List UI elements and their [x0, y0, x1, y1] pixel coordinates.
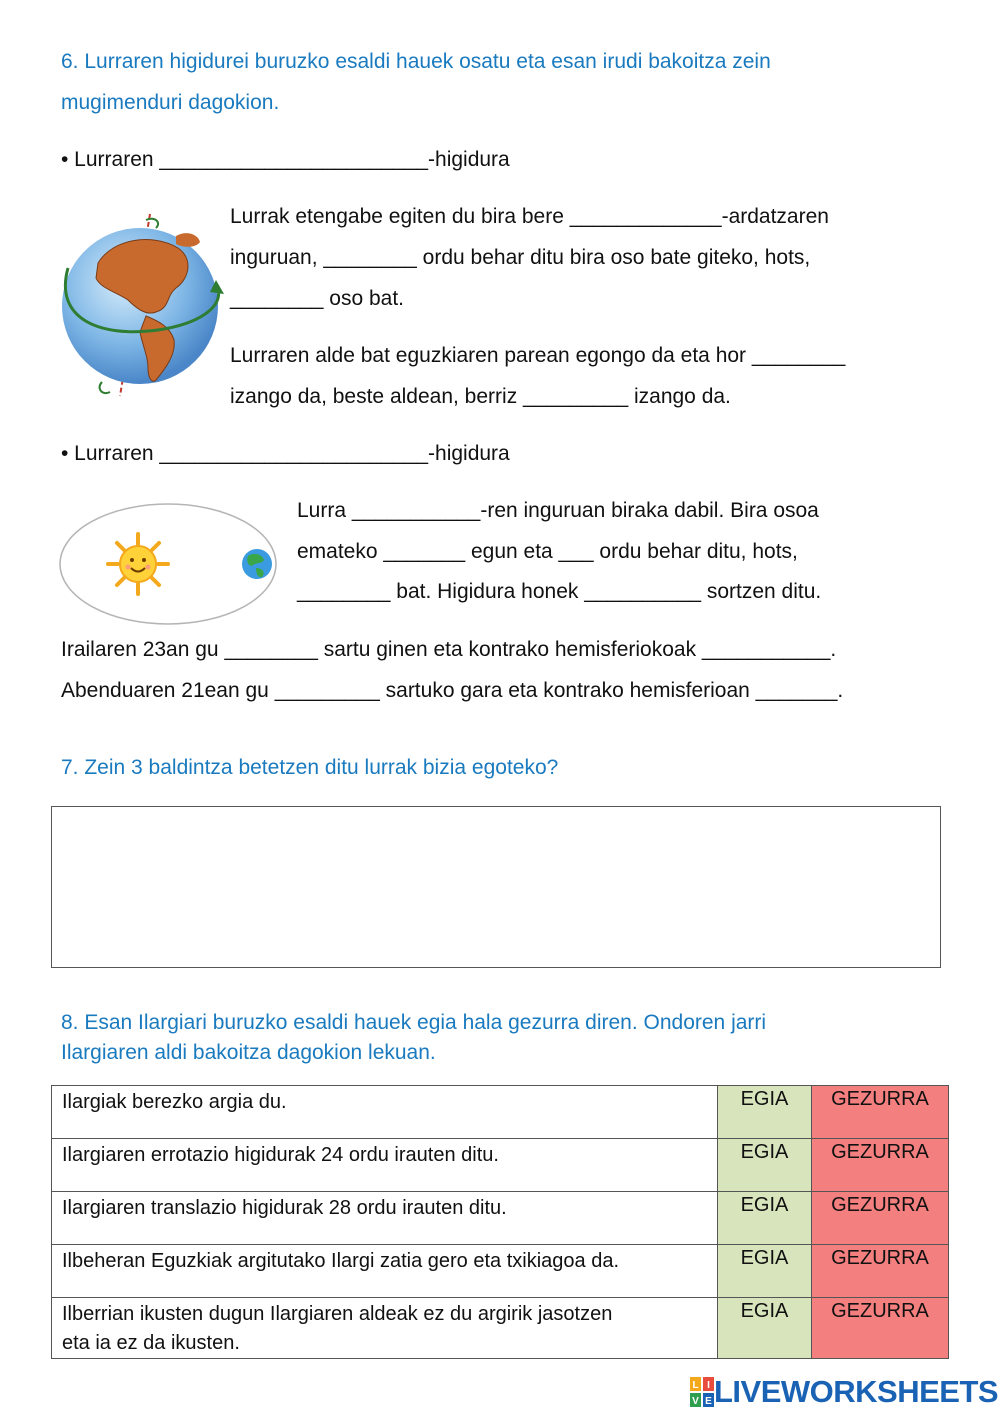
statement-cell: [52, 1245, 718, 1298]
rotation-line-3: ________ oso bat.: [230, 287, 404, 310]
q7-title: 7. Zein 3 baldintza betetzen ditu lurrak bizia egoteko?: [61, 756, 559, 779]
q8-title-line1: 8. Esan Ilargiari buruzko esaldi hauek egia hala gezurra diren. Ondoren jarri: [61, 1011, 767, 1034]
season-line-2: Abenduaren 21ean gu _________ sartuko gara eta kontrako hemisferioan _______.: [61, 679, 844, 702]
statement-cell: [52, 1139, 718, 1192]
egia-option[interactable]: EGIA: [718, 1139, 812, 1192]
q8-title-line2: Ilargiaren aldi bakoitza dagokion lekuan.: [61, 1041, 436, 1064]
svg-text:I: I: [707, 1380, 710, 1391]
statement-text: Ilbeheran Eguzkiak argitutako Ilargi zatia gero eta txikiagoa da.: [62, 1250, 620, 1272]
gezurra-option[interactable]: GEZURRA: [812, 1086, 949, 1139]
table-row: [52, 1245, 949, 1298]
egia-option[interactable]: EGIA: [718, 1086, 812, 1139]
statement-cell: [52, 1298, 718, 1359]
rotation-line-1: Lurrak etengabe egiten du bira bere _____________-ardatzaren: [230, 205, 829, 228]
q7-answer-box[interactable]: [51, 806, 941, 968]
gezurra-option[interactable]: GEZURRA: [812, 1139, 949, 1192]
table-row: [52, 1139, 949, 1192]
egia-option[interactable]: EGIA: [718, 1298, 812, 1359]
earth-rotation-illustration: [58, 208, 228, 403]
table-row: [52, 1086, 949, 1139]
gezurra-option[interactable]: GEZURRA: [812, 1245, 949, 1298]
rotation-line-5: izango da, beste aldean, berriz _________ izango da.: [230, 385, 731, 408]
earth-icon: [242, 549, 272, 579]
earth-orbit-illustration: [58, 500, 283, 628]
rotation-line-2: inguruan, ________ ordu behar ditu bira oso bate giteko, hots,: [230, 246, 811, 269]
q6-title-line1: 6. Lurraren higidurei buruzko esaldi hauek osatu eta esan irudi bakoitza zein: [61, 50, 771, 73]
statement-cell: [52, 1086, 718, 1139]
statement-cell: [52, 1192, 718, 1245]
gezurra-option[interactable]: GEZURRA: [812, 1192, 949, 1245]
rotation-line-4: Lurraren alde bat eguzkiaren parean egongo da eta hor ________: [230, 344, 846, 367]
season-line-1: Irailaren 23an gu ________ sartu ginen eta kontrako hemisferiokoak ___________.: [61, 638, 837, 661]
true-false-table: [51, 1085, 949, 1359]
rotation-heading: • Lurraren _______________________-higidura: [61, 148, 510, 171]
statement-text: Ilargiaren errotazio higidurak 24 ordu irauten ditu.: [62, 1144, 499, 1166]
egia-option[interactable]: EGIA: [718, 1192, 812, 1245]
svg-text:E: E: [705, 1396, 712, 1407]
egia-option[interactable]: EGIA: [718, 1245, 812, 1298]
translation-line-2: emateko _______ egun eta ___ ordu behar ditu, hots,: [297, 540, 798, 563]
svg-text:V: V: [692, 1396, 699, 1407]
statement-text: Ilargiaren translazio higidurak 28 ordu irauten ditu.: [62, 1197, 507, 1219]
svg-text:L: L: [692, 1380, 699, 1391]
sun-icon: [108, 534, 168, 594]
translation-line-3: ________ bat. Higidura honek __________ sortzen ditu.: [297, 580, 822, 603]
liveworksheets-logo-icon: [690, 1377, 714, 1407]
table-row: [52, 1298, 949, 1359]
brand-name: LIVEWORKSHEETS: [714, 1374, 999, 1409]
statement-text: Ilargiak berezko argia du.: [62, 1091, 287, 1113]
gezurra-option[interactable]: GEZURRA: [812, 1298, 949, 1359]
statement-text: Ilberrian ikusten dugun Ilargiaren aldeak ez du argirik jasotzen: [62, 1303, 613, 1325]
table-row: [52, 1192, 949, 1245]
translation-heading: • Lurraren _______________________-higidura: [61, 442, 510, 465]
q6-title-line2: mugimenduri dagokion.: [61, 91, 280, 114]
translation-line-1: Lurra ___________-ren inguruan biraka dabil. Bira osoa: [297, 499, 819, 522]
liveworksheets-logo: [690, 1374, 998, 1410]
statement-text-continued: eta ia ez da ikusten.: [62, 1332, 240, 1354]
